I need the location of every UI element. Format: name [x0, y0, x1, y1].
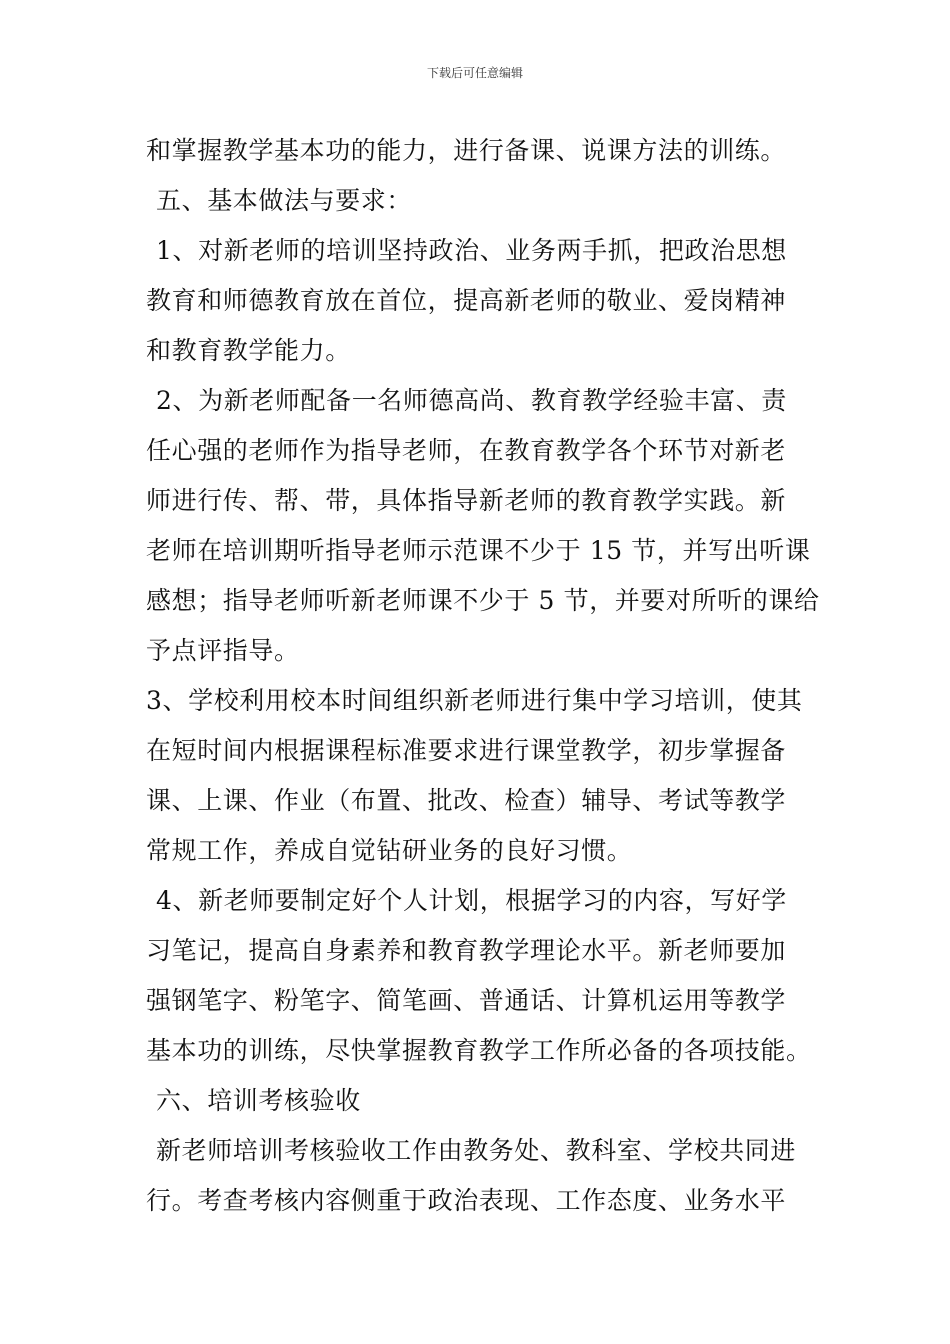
section-heading: 五、基本做法与要求： — [156, 186, 413, 215]
text-line: 强钢笔字、粉笔字、简笔画、普通话、计算机运用等教学 — [146, 986, 787, 1015]
text-line: 课、上课、作业（布置、批改、检查）辅导、考试等教学 — [146, 786, 787, 815]
text-line: 在短时间内根据课程标准要求进行课堂教学，初步掌握备 — [146, 736, 787, 765]
text-line: 教育和师德教育放在首位，提高新老师的敬业、爱岗精神 — [146, 286, 787, 315]
text-line: 老师在培训期听指导老师示范课不少于 15 节，并写出听课 — [146, 536, 811, 565]
text-line: 和掌握教学基本功的能力，进行备课、说课方法的训练。 — [146, 136, 787, 165]
text-line: 基本功的训练，尽快掌握教育教学工作所必备的各项技能。 — [146, 1036, 812, 1065]
text-line: 1、对新老师的培训坚持政治、业务两手抓，把政治思想 — [156, 236, 787, 265]
text-line: 3、学校利用校本时间组织新老师进行集中学习培训，使其 — [146, 686, 803, 715]
text-line: 2、为新老师配备一名师德高尚、教育教学经验丰富、责 — [156, 386, 787, 415]
text-line: 行。考查考核内容侧重于政治表现、工作态度、业务水平 — [146, 1186, 787, 1215]
text-line: 4、新老师要制定好个人计划，根据学习的内容，写好学 — [156, 886, 787, 915]
text-line: 感想；指导老师听新老师课不少于 5 节，并要对所听的课给 — [146, 586, 820, 615]
text-line: 任心强的老师作为指导老师，在教育教学各个环节对新老 — [146, 436, 787, 465]
text-line: 习笔记，提高自身素养和教育教学理论水平。新老师要加 — [146, 936, 787, 965]
text-line: 常规工作，养成自觉钻研业务的良好习惯。 — [146, 836, 633, 865]
text-line: 新老师培训考核验收工作由教务处、教科室、学校共同进 — [156, 1136, 797, 1165]
text-line: 和教育教学能力。 — [146, 336, 351, 365]
text-line: 予点评指导。 — [146, 636, 300, 665]
document-body — [146, 126, 820, 1226]
section-heading: 六、培训考核验收 — [156, 1086, 361, 1115]
page-header: 下载后可任意编辑 — [426, 66, 523, 80]
text-line: 师进行传、帮、带，具体指导新老师的教育教学实践。新 — [146, 486, 787, 515]
